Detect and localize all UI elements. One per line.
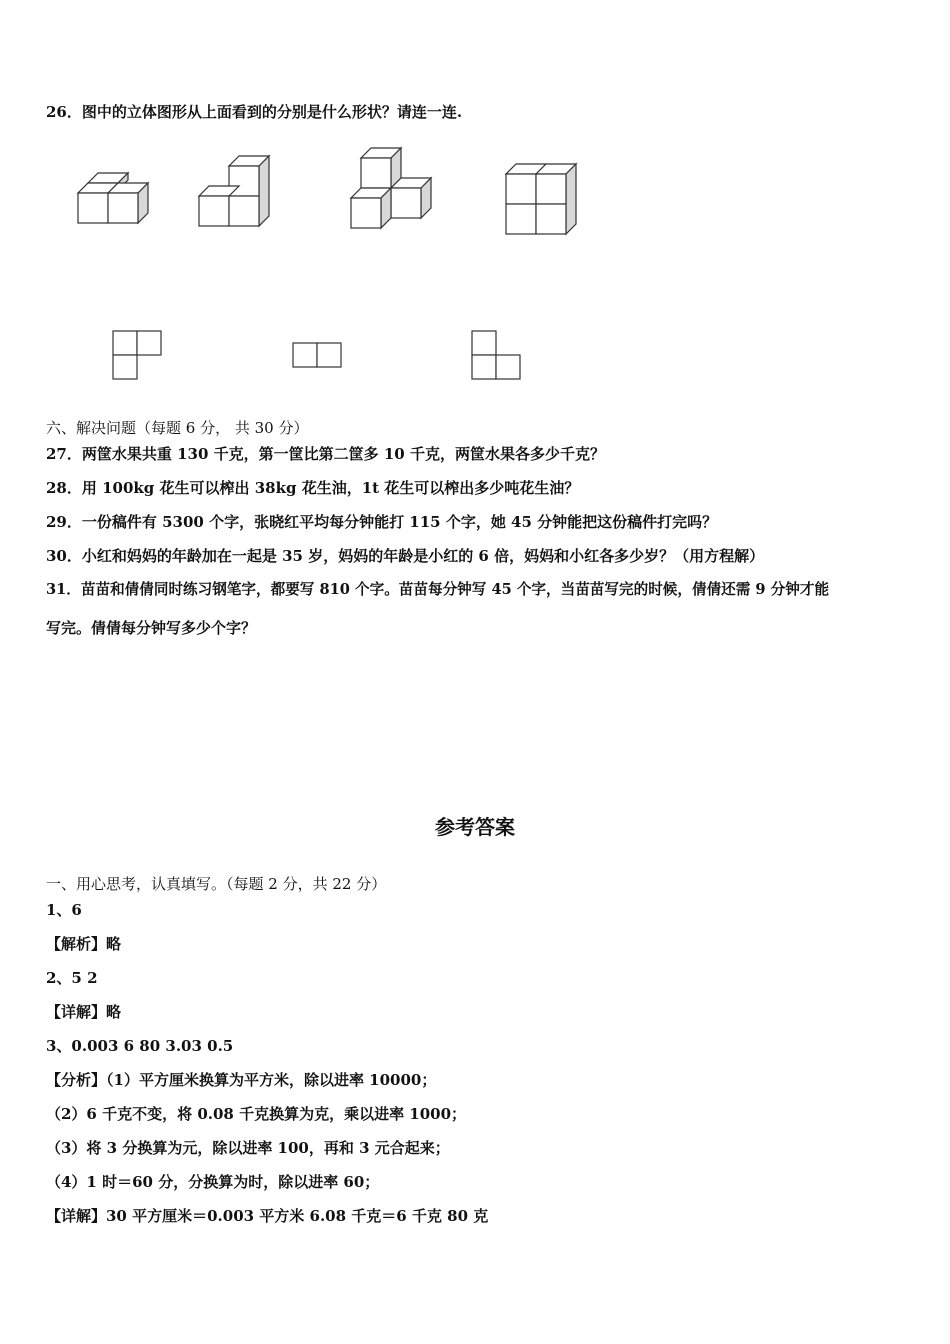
answers-section-1-heading: 一、用心思考，认真填写。（每题 2 分，共 22 分） (46, 875, 387, 893)
question-28: 28．用 100kg 花生可以榨出 38kg 花生油，1t 花生可以榨出多少吨花生油？ (46, 479, 580, 497)
section-6-heading: 六、解决问题（每题 6 分， 共 30 分） (46, 419, 309, 437)
answers-title: 参考答案 (435, 815, 515, 839)
question-30: 30．小红和妈妈的年龄加在一起是 35 岁，妈妈的年龄是小红的 6 倍，妈妈和小红各多少岁？（用方程解） (46, 547, 765, 565)
solid-figure-2 (192, 152, 282, 232)
top-view-3 (471, 330, 523, 382)
question-27: 27．两筐水果共重 130 千克，第一筐比第二筐多 10 千克，两筐水果各多少千克？ (46, 445, 605, 463)
answer-line: 【详解】略 (46, 1003, 122, 1021)
answer-line: （2）6 千克不变，将 0.08 千克换算为克，乘以进率 1000； (46, 1105, 467, 1123)
solid-figure-4 (498, 160, 588, 240)
answer-line: 2、5 2 (46, 969, 98, 987)
question-29: 29．一份稿件有 5300 个字，张晓红平均每分钟能打 115 个字，她 45 分钟能把这份稿件打完吗？ (46, 513, 718, 531)
question-26: 26．图中的立体图形从上面看到的分别是什么形状？请连一连. (46, 103, 463, 121)
answer-line: 3、0.003 6 80 3.03 0.5 (46, 1037, 234, 1055)
answer-line: 1、6 (46, 901, 82, 919)
question-31-continued: 写完。倩倩每分钟写多少个字？ (46, 619, 257, 637)
solid-figure-1 (70, 170, 160, 230)
answer-line: 【分析】（1）平方厘米换算为平方米，除以进率 10000； (46, 1071, 437, 1089)
question-31: 31．苗苗和倩倩同时练习钢笔字，都要写 810 个字。苗苗每分钟写 45 个字，当苗苗写完的时候，倩倩还需 9 分钟才能 (46, 581, 830, 598)
top-view-1 (112, 330, 164, 382)
top-view-2 (292, 342, 344, 370)
answer-line: 【详解】30 平方厘米＝0.003 平方米 6.08 千克＝6 千克 80 克 (46, 1207, 489, 1225)
answer-line: 【解析】略 (46, 935, 122, 953)
answer-line: （4）1 时＝60 分，分换算为时，除以进率 60； (46, 1173, 380, 1191)
answer-line: （3）将 3 分换算为元，除以进率 100，再和 3 元合起来； (46, 1139, 450, 1157)
solid-figure-3 (344, 146, 444, 236)
